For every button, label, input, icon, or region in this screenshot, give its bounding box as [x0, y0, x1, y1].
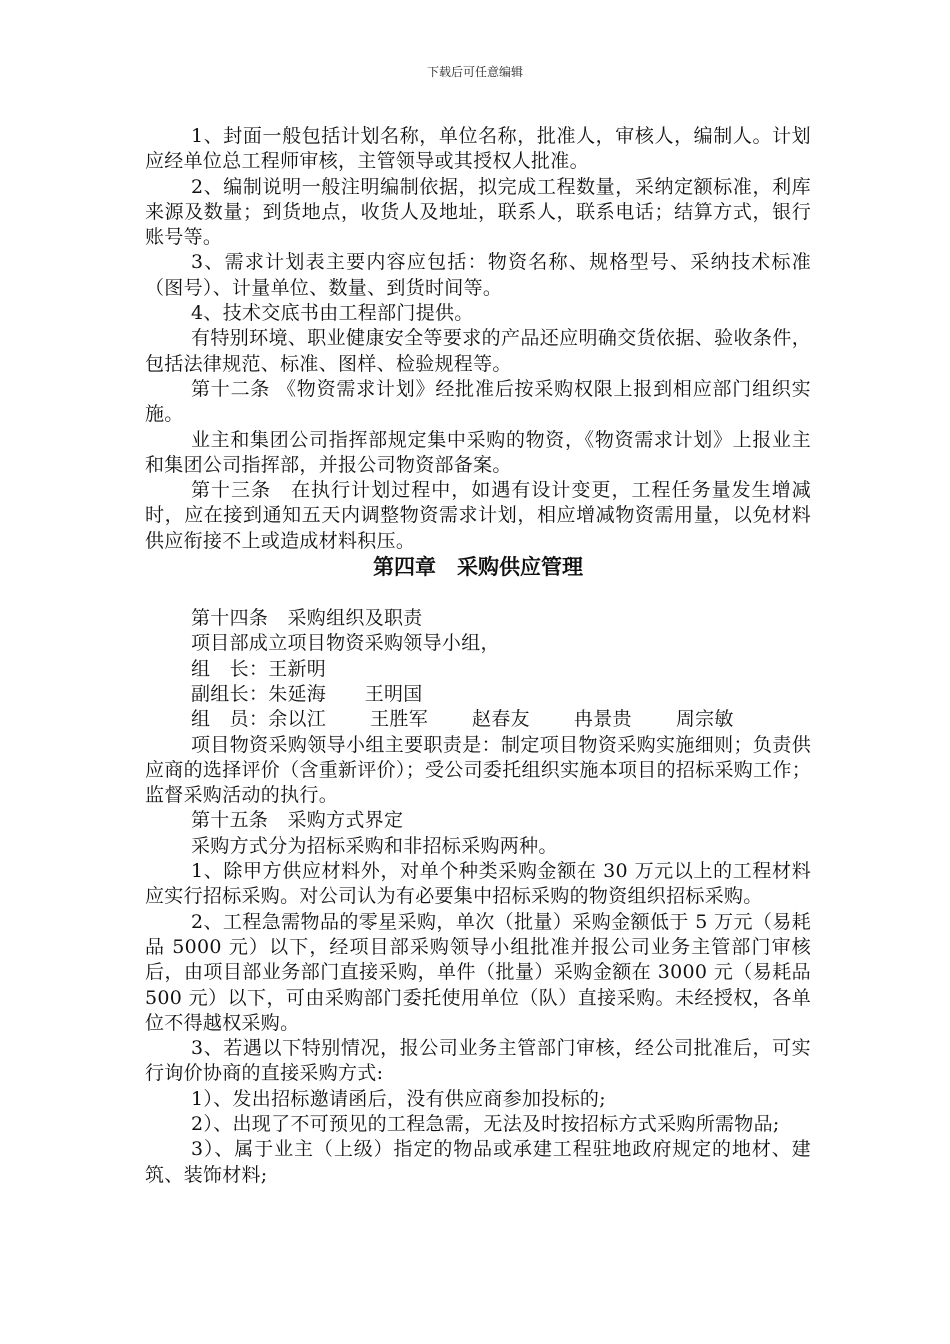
- procurement-item-1: 1、除甲方供应材料外，对单个种类采购金额在 30 万元以上的工程材料应实行招标采购。对公司认为有必要集中招标采购的物资组织招标采购。: [145, 860, 811, 908]
- article-14-title: 第十四条 采购组织及职责: [191, 607, 423, 630]
- paragraph-centralized-procurement: 业主和集团公司指挥部规定集中采购的物资，《物资需求计划》上报业主和集团公司指挥部，并报公司物资部备案。: [145, 428, 811, 476]
- group-deputy: 副组长：朱延海 王明国: [191, 682, 423, 705]
- procurement-item-2: 2、工程急需物品的零星采购，单次（批量）采购金额低于 5 万元（易耗品 5000 元）以下，经项目部采购领导小组批准并报公司业务主管部门审核后，由项目部业务部门直接采购，单件（批量）采购金额在 3000 元（易耗品 500 元）以下，可由采购部门委托使用单位（队）直接采购。未经授权，各单位不得越权采购。: [145, 910, 811, 1034]
- document-body: [145, 124, 811, 1188]
- special-case-3: 3）、属于业主（上级）指定的物品或承建工程驻地政府规定的地材、建筑、装饰材料;: [145, 1138, 811, 1186]
- paragraph-technical-brief: 4、技术交底书由工程部门提供。: [191, 302, 474, 325]
- article-12: 第十二条 《物资需求计划》经批准后按采购权限上报到相应部门组织实施。: [145, 377, 811, 426]
- paragraph-demand-table: 3、需求计划表主要内容应包括：物资名称、规格型号、采纳技术标准（图号）、计量单位、数量、到货时间等。: [145, 251, 811, 299]
- member-name: 周宗敏: [675, 708, 734, 731]
- article-14-intro: 项目部成立项目物资采购领导小组，: [191, 632, 500, 655]
- group-leader: 组 长：王新明: [191, 657, 327, 680]
- page-header-note: 下载后可任意编辑: [426, 65, 523, 79]
- special-case-1: 1）、发出招标邀请函后，没有供应商参加投标的;: [191, 1087, 606, 1110]
- member-name: 赵春友: [472, 708, 530, 731]
- member-name: 冉景贵: [573, 708, 632, 731]
- article-15-intro: 采购方式分为招标采购和非招标采购两种。: [191, 834, 558, 857]
- chapter-title: 第四章 采购供应管理: [373, 555, 583, 580]
- spacer: [145, 581, 811, 606]
- article-13: 第十三条 在执行计划过程中，如遇有设计变更，工程任务量发生增减时，应在接到通知五天内调整物资需求计划，相应增减物资需用量，以免材料供应衔接不上或造成材料积压。: [145, 479, 811, 552]
- special-case-2: 2）、出现了不可预见的工程急需，无法及时按招标方式采购所需物品;: [191, 1112, 780, 1135]
- group-members: [145, 707, 811, 732]
- paragraph-cover-contents: 1、封面一般包括计划名称，单位名称，批准人，审核人，编制人。计划应经单位总工程师审核，主管领导或其授权人批准。: [145, 125, 811, 173]
- paragraph-preparation-notes: 2、编制说明一般注明编制依据，拟完成工程数量，采纳定额标准，利库来源及数量；到货地点，收货人及地址，联系人，联系电话；结算方式，银行账号等。: [145, 175, 811, 249]
- procurement-item-3: 3、若遇以下特别情况，报公司业务主管部门审核，经公司批准后，可实行询价协商的直接采购方式:: [145, 1037, 811, 1085]
- member-name: 王胜军: [370, 708, 429, 731]
- paragraph-special-requirements: 有特别环境、职业健康安全等要求的产品还应明确交货依据、验收条件，包括法律规范、标准、图样、检验规程等。: [145, 327, 811, 375]
- members-label: 组 员：余以江: [191, 708, 327, 731]
- article-15-title: 第十五条 采购方式界定: [191, 809, 404, 832]
- group-duties: 项目物资采购领导小组主要职责是：制定项目物资采购实施细则；负责供应商的选择评价（含重新评价）；受公司委托组织实施本项目的招标采购工作；监督采购活动的执行。: [145, 733, 812, 807]
